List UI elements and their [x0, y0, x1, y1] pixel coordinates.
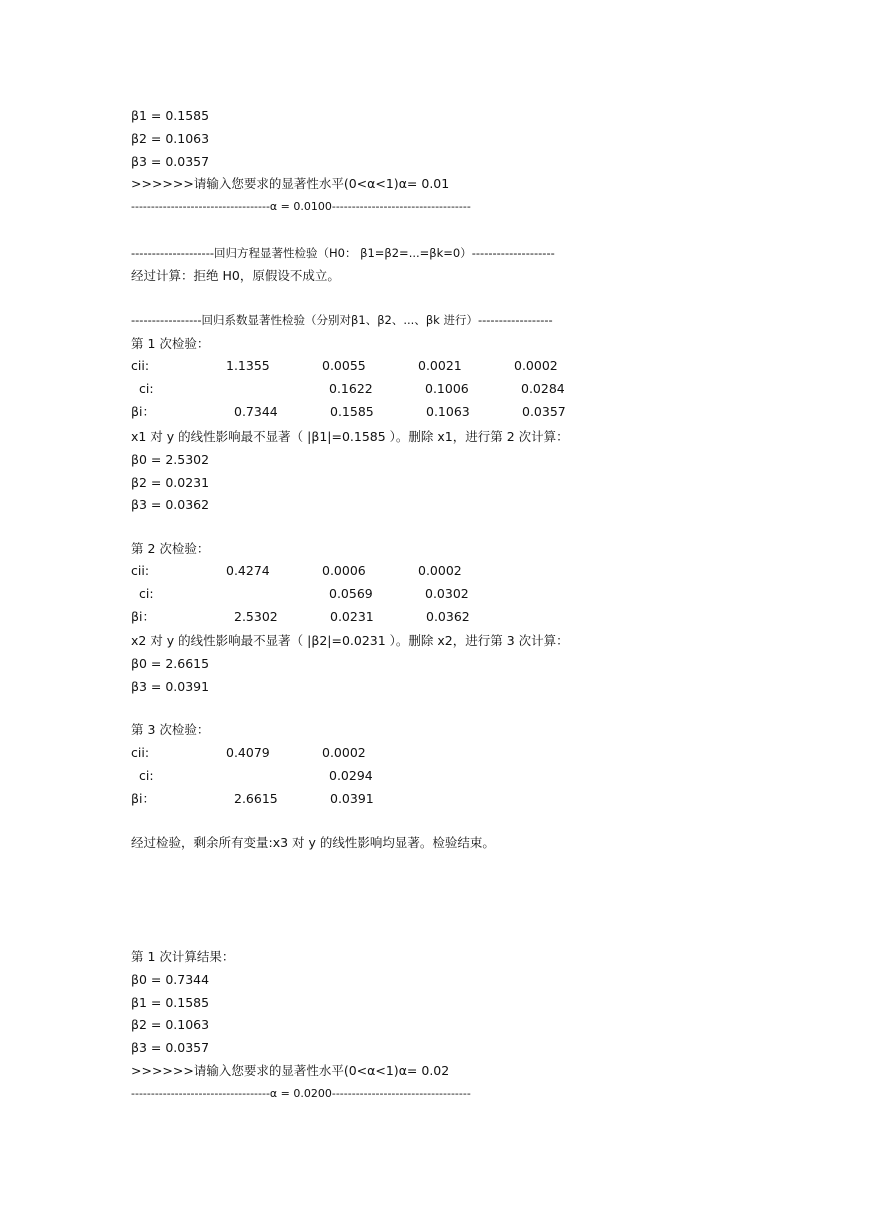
round1-bi-label: βi：: [131, 404, 155, 419]
round2-bi-value: 2.5302: [234, 609, 278, 624]
round1-title: 第 1 次检验：: [131, 336, 210, 351]
round1-bi-value: 0.0357: [522, 404, 566, 419]
round3-bi-value: 0.0391: [330, 791, 374, 806]
f-test-section: [131, 242, 555, 288]
round2-result: [131, 630, 569, 698]
round1-bi-value: 0.7344: [234, 404, 278, 419]
round1-bi-value: 0.1063: [426, 404, 470, 419]
f-test-result: 经过计算：拒绝 H0，原假设不成立。: [131, 267, 340, 283]
round1-cii-value: 0.0002: [514, 358, 558, 373]
round2-cii-value: 0.4274: [226, 563, 270, 578]
round1-result: [131, 426, 569, 517]
round3-bi-value: 2.6615: [234, 791, 278, 806]
round1-conclusion: x1 对 y 的线性影响最不显著（ |β1|=0.1585 ）。删除 x1，进行第 2 次计算：: [131, 429, 569, 444]
f-test-header: --------------------回归方程显著性检验（H0： β1=β2=...=βk=0）--------------------: [131, 246, 555, 260]
alpha-prompt: >>>>>>请输入您要求的显著性水平(0<α<1)α= 0.01: [131, 176, 450, 192]
round1-cii-value: 0.0021: [418, 358, 462, 373]
round1-ci-value: 0.0284: [521, 381, 565, 396]
round3-bi-label: βi：: [131, 791, 155, 806]
second-run-alpha-prompt: >>>>>>请输入您要求的显著性水平(0<α<1)α= 0.02: [131, 1062, 450, 1078]
round1-bi-value: 0.1585: [330, 404, 374, 419]
round3-cii-label: cii:: [131, 745, 150, 760]
round3-cii-value: 0.0002: [322, 745, 366, 760]
round3-ci-value: 0.0294: [329, 768, 373, 783]
round1-beta0: β0 = 2.5302: [131, 451, 210, 467]
second-run: [131, 946, 471, 1106]
beta1-line: β1 = 0.1585: [131, 108, 210, 123]
round2-cii-value: 0.0006: [322, 563, 366, 578]
round2-bi-label: βi：: [131, 609, 155, 624]
round2-bi-value: 0.0231: [330, 609, 374, 624]
round2-ci-label: ci:: [139, 586, 154, 601]
round1-cii-value: 0.0055: [322, 358, 366, 373]
t-test-header: -----------------回归系数显著性检验（分别对β1、β2、...、βk 进行）------------------: [131, 313, 553, 327]
second-run-beta3: β3 = 0.0357: [131, 1040, 210, 1056]
round3-cii-value: 0.4079: [226, 745, 270, 760]
round2-conclusion: x2 对 y 的线性影响最不显著（ |β2|=0.0231 ）。删除 x2，进行第 3 次计算：: [131, 633, 569, 648]
round2-cii-label: cii:: [131, 563, 150, 578]
beta3-line: β3 = 0.0357: [131, 153, 210, 169]
round1-cii-label: cii:: [131, 358, 150, 373]
round2-cii-value: 0.0002: [418, 563, 462, 578]
round2-ci-value: 0.0569: [329, 586, 373, 601]
round1-beta2: β2 = 0.0231: [131, 474, 210, 490]
round3-ci-label: ci:: [139, 768, 154, 783]
round3-title: 第 3 次检验：: [131, 722, 210, 737]
second-run-beta1: β1 = 0.1585: [131, 994, 210, 1010]
round1-cii-value: 1.1355: [226, 358, 270, 373]
round2-title: 第 2 次检验：: [131, 541, 210, 556]
round2-bi-value: 0.0362: [426, 609, 470, 624]
round1-ci-value: 0.1622: [329, 381, 373, 396]
beta2-line: β2 = 0.1063: [131, 130, 210, 146]
round2-ci-value: 0.0302: [425, 586, 469, 601]
second-run-beta2: β2 = 0.1063: [131, 1017, 210, 1033]
second-run-title: 第 1 次计算结果：: [131, 949, 235, 964]
round1-ci-label: ci:: [139, 381, 154, 396]
second-run-alpha-separator: -----------------------------------α = 0.0200-----------------------------------: [131, 1086, 471, 1100]
final-conclusion: 经过检验，剩余所有变量:x3 对 y 的线性影响均显著。检验结束。: [131, 835, 495, 850]
round1-ci-value: 0.1006: [425, 381, 469, 396]
round1-beta3: β3 = 0.0362: [131, 497, 210, 513]
round2-beta0: β0 = 2.6615: [131, 655, 210, 671]
alpha-separator: -----------------------------------α = 0.0100-----------------------------------: [131, 200, 471, 214]
second-run-beta0: β0 = 0.7344: [131, 971, 210, 987]
round2-beta3: β3 = 0.0391: [131, 678, 210, 694]
top-coefficients: [131, 105, 471, 219]
